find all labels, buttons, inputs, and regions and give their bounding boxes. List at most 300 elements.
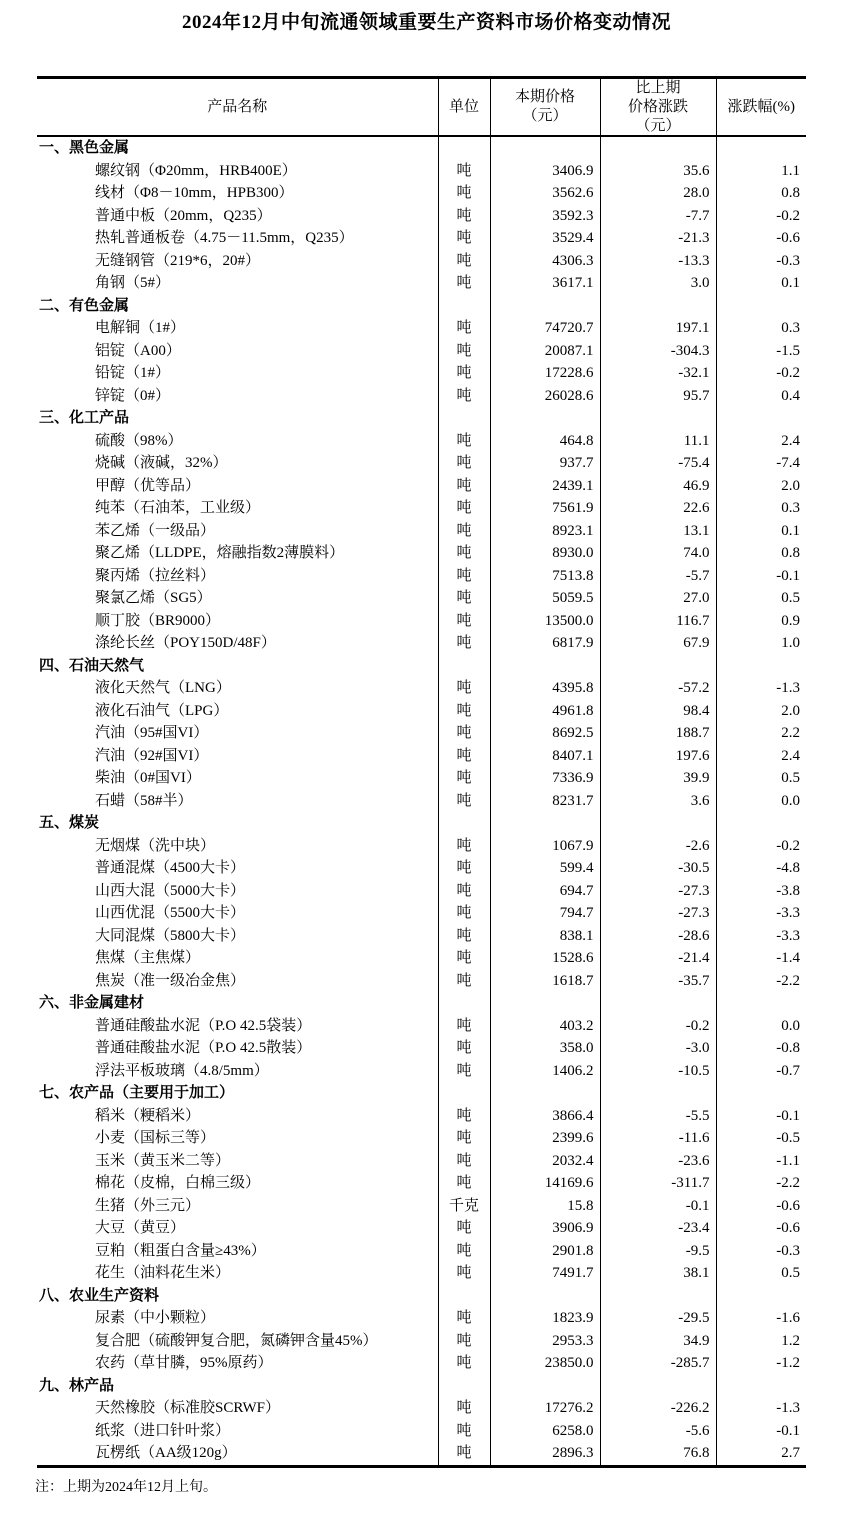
product-row xyxy=(37,902,806,925)
change-cell: 3.0 xyxy=(600,272,716,295)
unit-cell: 吨 xyxy=(438,250,490,273)
section-row xyxy=(37,1375,806,1398)
product-row xyxy=(37,857,806,880)
product-name-cell: 涤纶长丝（POY150D/48F） xyxy=(95,635,276,652)
price-table-grid xyxy=(37,76,806,1468)
pct-cell: 2.0 xyxy=(716,700,806,723)
product-name-cell: 硫酸（98%） xyxy=(95,432,183,449)
pct-cell: -4.8 xyxy=(716,857,806,880)
unit-cell xyxy=(438,812,490,835)
change-cell: 28.0 xyxy=(600,182,716,205)
section-label: 六、非金属建材 xyxy=(39,995,145,1012)
price-cell xyxy=(490,407,600,430)
price-cell xyxy=(490,992,600,1015)
change-cell xyxy=(600,1375,716,1398)
pct-cell xyxy=(716,407,806,430)
change-cell: -35.7 xyxy=(600,970,716,993)
section-label: 二、有色金属 xyxy=(39,297,130,314)
product-name-cell: 玉米（黄玉米二等） xyxy=(95,1152,231,1169)
change-cell: -0.1 xyxy=(600,1195,716,1218)
change-cell: -23.4 xyxy=(600,1217,716,1240)
pct-cell: 0.5 xyxy=(716,587,806,610)
price-cell: 3562.6 xyxy=(490,182,600,205)
product-row xyxy=(37,1037,806,1060)
price-cell: 8231.7 xyxy=(490,790,600,813)
product-row xyxy=(37,1105,806,1128)
change-cell: -10.5 xyxy=(600,1060,716,1083)
price-cell: 7336.9 xyxy=(490,767,600,790)
unit-cell: 吨 xyxy=(438,205,490,228)
pct-cell: -7.4 xyxy=(716,452,806,475)
product-row xyxy=(37,880,806,903)
pct-cell: -3.3 xyxy=(716,925,806,948)
table-body xyxy=(37,136,806,1466)
pct-cell: -1.3 xyxy=(716,1397,806,1420)
product-name-cell: 甲醇（优等品） xyxy=(95,477,201,494)
price-cell: 3529.4 xyxy=(490,227,600,250)
unit-cell: 吨 xyxy=(438,497,490,520)
price-cell: 2896.3 xyxy=(490,1442,600,1466)
col-header-unit xyxy=(438,78,490,137)
pct-cell: -0.6 xyxy=(716,1195,806,1218)
pct-cell: -1.4 xyxy=(716,947,806,970)
unit-cell: 吨 xyxy=(438,520,490,543)
product-row xyxy=(37,1352,806,1375)
product-name-cell: 聚氯乙烯（SG5） xyxy=(95,590,212,607)
product-name-cell: 农药（草甘膦，95%原药） xyxy=(95,1355,273,1372)
pct-cell xyxy=(716,812,806,835)
pct-cell xyxy=(716,295,806,318)
change-cell xyxy=(600,812,716,835)
unit-cell: 吨 xyxy=(438,362,490,385)
unit-cell: 吨 xyxy=(438,1420,490,1443)
unit-cell: 吨 xyxy=(438,857,490,880)
price-cell: 1406.2 xyxy=(490,1060,600,1083)
pct-cell: 0.5 xyxy=(716,1262,806,1285)
price-cell: 694.7 xyxy=(490,880,600,903)
product-row xyxy=(37,700,806,723)
change-cell: -7.7 xyxy=(600,205,716,228)
change-cell: 116.7 xyxy=(600,610,716,633)
product-name-cell: 小麦（国标三等） xyxy=(95,1130,216,1147)
product-row xyxy=(37,722,806,745)
product-row xyxy=(37,475,806,498)
change-cell: 22.6 xyxy=(600,497,716,520)
change-cell: -27.3 xyxy=(600,880,716,903)
pct-cell: -0.2 xyxy=(716,362,806,385)
product-row xyxy=(37,1262,806,1285)
section-row xyxy=(37,295,806,318)
pct-cell: -0.2 xyxy=(716,205,806,228)
pct-cell: -0.6 xyxy=(716,227,806,250)
price-cell: 23850.0 xyxy=(490,1352,600,1375)
change-cell: -23.6 xyxy=(600,1150,716,1173)
product-name-cell: 无缝钢管（219*6，20#） xyxy=(95,252,261,269)
change-cell: -0.2 xyxy=(600,1015,716,1038)
pct-cell: -0.8 xyxy=(716,1037,806,1060)
product-name-cell: 聚乙烯（LLDPE，熔融指数2薄膜料） xyxy=(95,545,345,562)
pct-cell xyxy=(716,1285,806,1308)
unit-cell: 吨 xyxy=(438,542,490,565)
price-cell: 2953.3 xyxy=(490,1330,600,1353)
change-cell: -29.5 xyxy=(600,1307,716,1330)
price-cell: 358.0 xyxy=(490,1037,600,1060)
pct-cell: -0.5 xyxy=(716,1127,806,1150)
product-row xyxy=(37,250,806,273)
price-cell: 2399.6 xyxy=(490,1127,600,1150)
col-header-change-line2: 价格涨跌 xyxy=(627,98,688,115)
price-cell xyxy=(490,136,600,160)
pct-cell: 0.1 xyxy=(716,272,806,295)
change-cell: 3.6 xyxy=(600,790,716,813)
change-cell: -304.3 xyxy=(600,340,716,363)
change-cell: -5.6 xyxy=(600,1420,716,1443)
change-cell: -5.5 xyxy=(600,1105,716,1128)
unit-cell: 吨 xyxy=(438,970,490,993)
unit-cell: 吨 xyxy=(438,790,490,813)
pct-cell: 0.8 xyxy=(716,182,806,205)
pct-cell: 0.5 xyxy=(716,767,806,790)
product-name-cell: 纯苯（石油苯，工业级） xyxy=(95,500,261,517)
col-header-price xyxy=(490,78,600,137)
change-cell: -3.0 xyxy=(600,1037,716,1060)
unit-cell: 吨 xyxy=(438,632,490,655)
unit-cell: 吨 xyxy=(438,227,490,250)
section-row xyxy=(37,1285,806,1308)
product-row xyxy=(37,587,806,610)
unit-cell: 吨 xyxy=(438,1150,490,1173)
price-cell: 599.4 xyxy=(490,857,600,880)
product-name-cell: 电解铜（1#） xyxy=(95,320,186,337)
change-cell xyxy=(600,136,716,160)
product-name-cell: 苯乙烯（一级品） xyxy=(95,522,216,539)
section-row xyxy=(37,655,806,678)
section-label: 四、石油天然气 xyxy=(39,657,145,674)
product-name-cell: 顺丁胶（BR9000） xyxy=(95,612,221,629)
unit-cell: 吨 xyxy=(438,1442,490,1466)
product-row xyxy=(37,385,806,408)
product-row xyxy=(37,1127,806,1150)
price-cell: 3906.9 xyxy=(490,1217,600,1240)
pct-cell: -0.1 xyxy=(716,1420,806,1443)
price-cell xyxy=(490,295,600,318)
price-cell: 3617.1 xyxy=(490,272,600,295)
section-label: 七、农产品（主要用于加工） xyxy=(39,1085,235,1102)
product-name-cell: 豆粕（粗蛋白含量≥43%） xyxy=(95,1242,266,1259)
product-row xyxy=(37,1195,806,1218)
footnote: 注：上期为2024年12月上旬。 xyxy=(35,1480,217,1495)
unit-cell: 吨 xyxy=(438,880,490,903)
change-cell xyxy=(600,992,716,1015)
product-name-cell: 普通硅酸盐水泥（P.O 42.5散装） xyxy=(95,1040,312,1057)
section-row xyxy=(37,1082,806,1105)
change-cell: -28.6 xyxy=(600,925,716,948)
pct-cell: 0.0 xyxy=(716,1015,806,1038)
pct-cell: -0.2 xyxy=(716,835,806,858)
price-cell xyxy=(490,812,600,835)
product-row xyxy=(37,362,806,385)
product-row xyxy=(37,1150,806,1173)
change-cell: 27.0 xyxy=(600,587,716,610)
unit-cell: 吨 xyxy=(438,745,490,768)
product-name-cell: 铝锭（A00） xyxy=(95,342,181,359)
unit-cell: 吨 xyxy=(438,452,490,475)
price-cell: 7561.9 xyxy=(490,497,600,520)
section-label: 九、林产品 xyxy=(39,1377,115,1394)
header-row xyxy=(37,78,806,137)
product-name-cell: 花生（油料花生米） xyxy=(95,1265,231,1282)
change-cell: -285.7 xyxy=(600,1352,716,1375)
change-cell: -30.5 xyxy=(600,857,716,880)
product-row xyxy=(37,790,806,813)
pct-cell: 2.2 xyxy=(716,722,806,745)
unit-cell: 吨 xyxy=(438,587,490,610)
pct-cell: 2.4 xyxy=(716,745,806,768)
unit-cell: 吨 xyxy=(438,182,490,205)
product-name-cell: 汽油（92#国VI） xyxy=(95,747,209,764)
change-cell: -11.6 xyxy=(600,1127,716,1150)
change-cell: 35.6 xyxy=(600,160,716,183)
product-name-cell: 石蜡（58#半） xyxy=(95,792,193,809)
product-row xyxy=(37,205,806,228)
product-name-cell: 生猪（外三元） xyxy=(95,1197,201,1214)
unit-cell: 吨 xyxy=(438,1217,490,1240)
pct-cell xyxy=(716,655,806,678)
product-name-cell: 普通硅酸盐水泥（P.O 42.5袋装） xyxy=(95,1017,312,1034)
unit-cell: 吨 xyxy=(438,947,490,970)
change-cell: 95.7 xyxy=(600,385,716,408)
unit-cell xyxy=(438,295,490,318)
pct-cell xyxy=(716,992,806,1015)
unit-cell xyxy=(438,136,490,160)
pct-cell: 2.4 xyxy=(716,430,806,453)
price-cell xyxy=(490,1285,600,1308)
product-row xyxy=(37,1172,806,1195)
pct-cell: -0.3 xyxy=(716,250,806,273)
change-cell: 46.9 xyxy=(600,475,716,498)
change-cell xyxy=(600,1082,716,1105)
section-row xyxy=(37,812,806,835)
change-cell: 11.1 xyxy=(600,430,716,453)
change-cell: -226.2 xyxy=(600,1397,716,1420)
change-cell: -2.6 xyxy=(600,835,716,858)
pct-cell: 0.3 xyxy=(716,497,806,520)
unit-cell xyxy=(438,992,490,1015)
pct-cell: -1.2 xyxy=(716,1352,806,1375)
section-label: 三、化工产品 xyxy=(39,410,130,427)
product-row xyxy=(37,947,806,970)
pct-cell: -0.1 xyxy=(716,1105,806,1128)
pct-cell: 1.1 xyxy=(716,160,806,183)
change-cell: -57.2 xyxy=(600,677,716,700)
product-row xyxy=(37,835,806,858)
product-row xyxy=(37,1307,806,1330)
price-cell: 3406.9 xyxy=(490,160,600,183)
product-name-cell: 柴油（0#国VI） xyxy=(95,770,201,787)
pct-cell xyxy=(716,136,806,160)
pct-cell: -1.6 xyxy=(716,1307,806,1330)
pct-cell xyxy=(716,1082,806,1105)
section-row xyxy=(37,136,806,160)
price-cell: 8407.1 xyxy=(490,745,600,768)
unit-cell xyxy=(438,1285,490,1308)
pct-cell: 0.3 xyxy=(716,317,806,340)
product-name-cell: 聚丙烯（拉丝料） xyxy=(95,567,216,584)
product-name-cell: 瓦楞纸（AA级120g） xyxy=(95,1445,237,1462)
price-cell: 1823.9 xyxy=(490,1307,600,1330)
section-row xyxy=(37,992,806,1015)
product-row xyxy=(37,1217,806,1240)
product-row xyxy=(37,767,806,790)
unit-cell: 吨 xyxy=(438,1262,490,1285)
unit-cell xyxy=(438,407,490,430)
price-cell xyxy=(490,655,600,678)
pct-cell: 0.1 xyxy=(716,520,806,543)
unit-cell xyxy=(438,1375,490,1398)
unit-cell: 吨 xyxy=(438,610,490,633)
price-cell: 13500.0 xyxy=(490,610,600,633)
price-cell: 14169.6 xyxy=(490,1172,600,1195)
product-row xyxy=(37,1015,806,1038)
unit-cell: 吨 xyxy=(438,1037,490,1060)
product-row xyxy=(37,1240,806,1263)
change-cell: -27.3 xyxy=(600,902,716,925)
change-cell: -21.3 xyxy=(600,227,716,250)
product-name-cell: 稻米（粳稻米） xyxy=(95,1107,201,1124)
pct-cell: 0.8 xyxy=(716,542,806,565)
col-header-change xyxy=(600,78,716,137)
unit-cell: 吨 xyxy=(438,1352,490,1375)
product-name-cell: 锌锭（0#） xyxy=(95,387,171,404)
change-cell xyxy=(600,407,716,430)
change-cell: 76.8 xyxy=(600,1442,716,1466)
price-cell: 8930.0 xyxy=(490,542,600,565)
unit-cell: 吨 xyxy=(438,767,490,790)
pct-cell xyxy=(716,1375,806,1398)
change-cell: 34.9 xyxy=(600,1330,716,1353)
price-cell: 1528.6 xyxy=(490,947,600,970)
pct-cell: -3.8 xyxy=(716,880,806,903)
price-cell: 937.7 xyxy=(490,452,600,475)
product-name-cell: 液化天然气（LNG） xyxy=(95,680,231,697)
col-header-change-line3: （元） xyxy=(635,117,681,134)
product-name-cell: 棉花（皮棉，白棉三级） xyxy=(95,1175,261,1192)
product-row xyxy=(37,565,806,588)
unit-cell: 吨 xyxy=(438,902,490,925)
product-row xyxy=(37,227,806,250)
price-cell: 1618.7 xyxy=(490,970,600,993)
table-header xyxy=(37,78,806,137)
change-cell: 13.1 xyxy=(600,520,716,543)
price-cell: 17228.6 xyxy=(490,362,600,385)
price-cell: 26028.6 xyxy=(490,385,600,408)
pct-cell: -0.3 xyxy=(716,1240,806,1263)
unit-cell: 吨 xyxy=(438,565,490,588)
price-table xyxy=(37,76,806,1468)
section-label: 一、黑色金属 xyxy=(39,140,130,157)
price-cell: 20087.1 xyxy=(490,340,600,363)
product-name-cell: 无烟煤（洗中块） xyxy=(95,837,216,854)
unit-cell: 吨 xyxy=(438,1105,490,1128)
product-row xyxy=(37,1060,806,1083)
change-cell: -5.7 xyxy=(600,565,716,588)
pct-cell: 0.4 xyxy=(716,385,806,408)
price-cell xyxy=(490,1375,600,1398)
product-row xyxy=(37,340,806,363)
product-row xyxy=(37,1330,806,1353)
price-cell: 403.2 xyxy=(490,1015,600,1038)
change-cell: -32.1 xyxy=(600,362,716,385)
change-cell: -75.4 xyxy=(600,452,716,475)
product-row xyxy=(37,1442,806,1466)
product-row xyxy=(37,1397,806,1420)
price-cell: 2901.8 xyxy=(490,1240,600,1263)
product-name-cell: 螺纹钢（Φ20mm，HRB400E） xyxy=(95,162,297,179)
change-cell: 197.1 xyxy=(600,317,716,340)
product-name-cell: 角钢（5#） xyxy=(95,275,171,292)
pct-cell: -0.6 xyxy=(716,1217,806,1240)
unit-cell xyxy=(438,1082,490,1105)
unit-cell: 吨 xyxy=(438,1330,490,1353)
product-name-cell: 烧碱（液碱，32%） xyxy=(95,455,228,472)
product-name-cell: 普通混煤（4500大卡） xyxy=(95,860,246,877)
product-name-cell: 线材（Φ8－10mm，HPB300） xyxy=(95,185,294,202)
change-cell xyxy=(600,655,716,678)
change-cell xyxy=(600,295,716,318)
product-row xyxy=(37,925,806,948)
unit-cell: 吨 xyxy=(438,1240,490,1263)
unit-cell: 千克 xyxy=(438,1195,490,1218)
page-title: 2024年12月中旬流通领域重要生产资料市场价格变动情况 xyxy=(181,12,671,33)
price-cell: 2032.4 xyxy=(490,1150,600,1173)
product-name-cell: 大同混煤（5800大卡） xyxy=(95,927,246,944)
unit-cell: 吨 xyxy=(438,1397,490,1420)
change-cell: 188.7 xyxy=(600,722,716,745)
price-cell: 5059.5 xyxy=(490,587,600,610)
unit-cell: 吨 xyxy=(438,1127,490,1150)
price-cell: 8692.5 xyxy=(490,722,600,745)
change-cell: 197.6 xyxy=(600,745,716,768)
price-cell: 15.8 xyxy=(490,1195,600,1218)
unit-cell: 吨 xyxy=(438,677,490,700)
product-name-cell: 山西大混（5000大卡） xyxy=(95,882,246,899)
product-row xyxy=(37,182,806,205)
change-cell xyxy=(600,1285,716,1308)
col-header-unit-label: 单位 xyxy=(448,98,479,115)
product-name-cell: 普通中板（20mm，Q235） xyxy=(95,207,272,224)
change-cell: 74.0 xyxy=(600,542,716,565)
change-cell: -311.7 xyxy=(600,1172,716,1195)
product-name-cell: 天然橡胶（标准胶SCRWF） xyxy=(95,1400,281,1417)
col-header-price-line2: （元） xyxy=(522,108,568,125)
product-row xyxy=(37,520,806,543)
pct-cell: -1.3 xyxy=(716,677,806,700)
product-row xyxy=(37,272,806,295)
price-cell: 2439.1 xyxy=(490,475,600,498)
price-cell: 7513.8 xyxy=(490,565,600,588)
price-cell: 7491.7 xyxy=(490,1262,600,1285)
price-cell: 4395.8 xyxy=(490,677,600,700)
pct-cell: -3.3 xyxy=(716,902,806,925)
unit-cell: 吨 xyxy=(438,430,490,453)
price-cell: 838.1 xyxy=(490,925,600,948)
product-name-cell: 大豆（黄豆） xyxy=(95,1220,186,1237)
price-cell: 4306.3 xyxy=(490,250,600,273)
price-cell: 4961.8 xyxy=(490,700,600,723)
unit-cell: 吨 xyxy=(438,475,490,498)
pct-cell: -2.2 xyxy=(716,1172,806,1195)
price-cell: 74720.7 xyxy=(490,317,600,340)
